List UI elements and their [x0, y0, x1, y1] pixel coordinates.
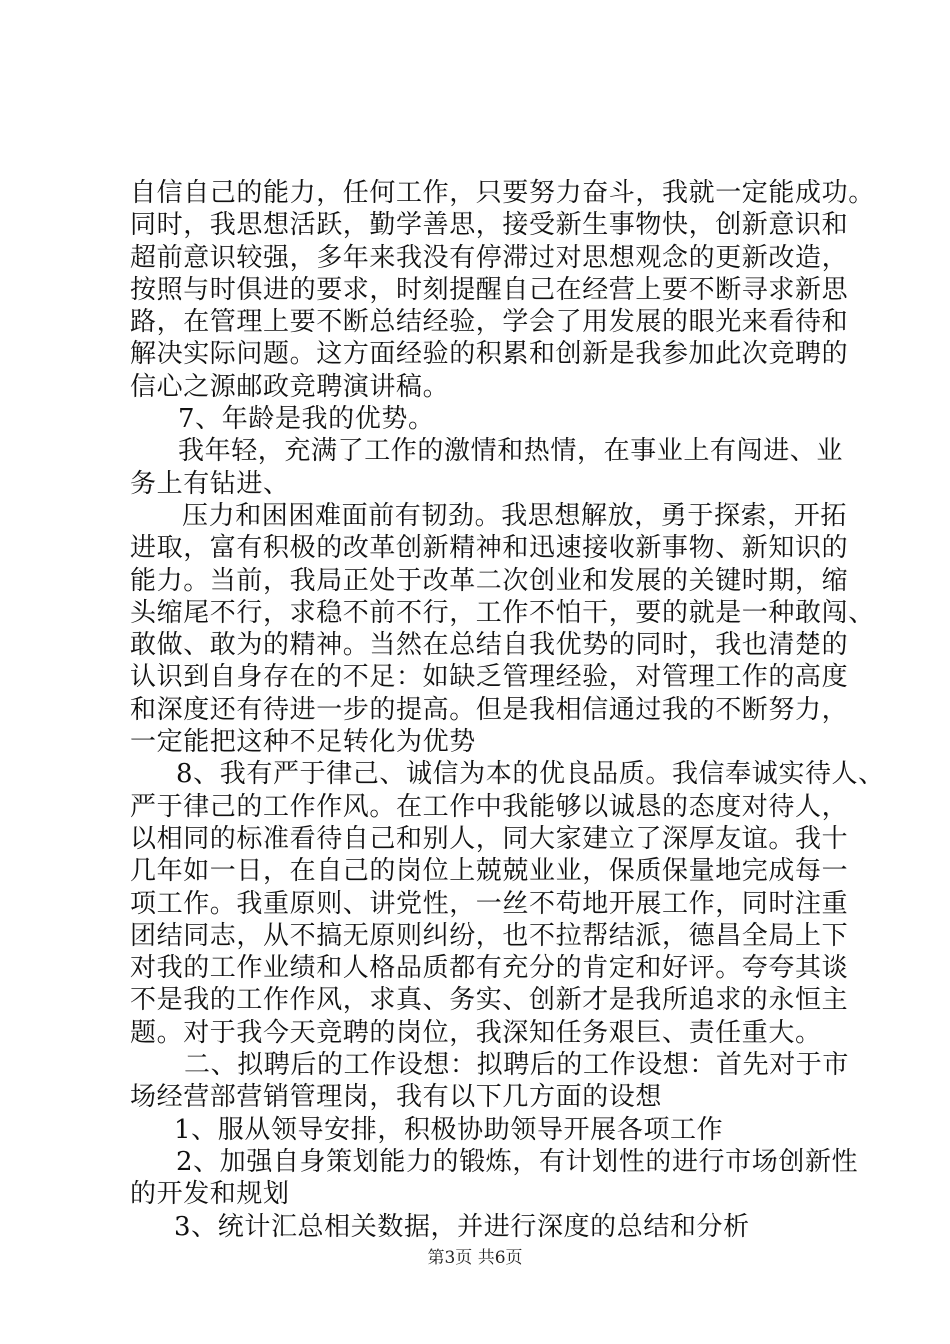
document-body — [130, 177, 885, 1243]
text-line: 认识到自身存在的不足：如缺乏管理经验，对管理工作的高度 — [130, 662, 849, 693]
text-line: 的开发和规划 — [130, 1179, 290, 1210]
text-line: 7、年龄是我的优势。 — [178, 404, 435, 435]
text-line: 头缩尾不行，求稳不前不行，工作不怕干，要的就是一种敢闯、 — [130, 597, 875, 628]
text-line: 3、统计汇总相关数据，并进行深度的总结和分析 — [174, 1211, 750, 1242]
text-line: 自信自己的能力，任何工作，只要努力奋斗，我就一定能成功。 — [130, 178, 875, 208]
text-line: 我年轻，充满了工作的激情和热情，在事业上有闯进、业 — [178, 436, 844, 467]
text-line: 严于律己的工作作风。在工作中我能够以诚恳的态度对待人， — [130, 791, 849, 822]
text-line: 项工作。我重原则、讲党性，一丝不苟地开展工作，同时注重 — [130, 888, 849, 919]
text-line: 按照与时俱进的要求，时刻提醒自己在经营上要不断寻求新思 — [130, 274, 849, 305]
text-line: 二、拟聘后的工作设想：拟聘后的工作设想：首先对于市 — [184, 1050, 850, 1081]
text-line: 同时，我思想活跃，勤学善思，接受新生事物快，创新意识和 — [130, 210, 849, 241]
text-line: 团结同志，从不搞无原则纠纷，也不拉帮结派，德昌全局上下 — [130, 920, 849, 951]
text-line: 敢做、敢为的精神。当然在总结自我优势的同时，我也清楚的 — [130, 630, 849, 661]
text-line: 以相同的标准看待自己和别人，同大家建立了深厚友谊。我十 — [130, 823, 849, 854]
text-line: 进取，富有积极的改革创新精神和迅速接收新事物、新知识的 — [130, 533, 849, 564]
text-line: 对我的工作业绩和人格品质都有充分的肯定和好评。夸夸其谈 — [130, 953, 849, 984]
text-line: 8、我有严于律己、诚信为本的优良品质。我信奉诚实待人、 — [176, 759, 885, 790]
text-line: 几年如一日，在自己的岗位上兢兢业业，保质保量地完成每一 — [130, 856, 849, 887]
text-line: 不是我的工作作风，求真、务实、创新才是我所追求的永恒主 — [130, 985, 849, 1016]
text-line: 超前意识较强，多年来我没有停滞过对思想观念的更新改造， — [130, 242, 849, 273]
text-line: 一定能把这种不足转化为优势 — [130, 727, 476, 758]
text-line: 和深度还有待进一步的提高。但是我相信通过我的不断努力， — [130, 694, 849, 725]
text-line: 1、服从领导安排，积极协助领导开展各项工作 — [174, 1114, 724, 1145]
text-line: 2、加强自身策划能力的锻炼，有计划性的进行市场创新性 — [176, 1146, 859, 1177]
text-line: 解决实际问题。这方面经验的积累和创新是我参加此次竞聘的 — [130, 339, 849, 370]
text-line: 场经营部营销管理岗，我有以下几方面的设想 — [130, 1082, 663, 1113]
text-line: 信心之源邮政竞聘演讲稿。 — [130, 371, 450, 402]
text-line: 题。对于我今天竞聘的岗位，我深知任务艰巨、责任重大。 — [130, 1017, 822, 1048]
page-footer: 第3页 共6页 — [427, 1248, 523, 1268]
text-line: 能力。当前，我局正处于改革二次创业和发展的关键时期，缩 — [130, 565, 849, 596]
text-line: 路，在管理上要不断总结经验，学会了用发展的眼光来看待和 — [130, 307, 849, 338]
text-line: 务上有钻进、 — [130, 468, 290, 499]
text-line: 压力和困困难面前有韧劲。我思想解放，勇于探索，开拓 — [182, 500, 848, 531]
